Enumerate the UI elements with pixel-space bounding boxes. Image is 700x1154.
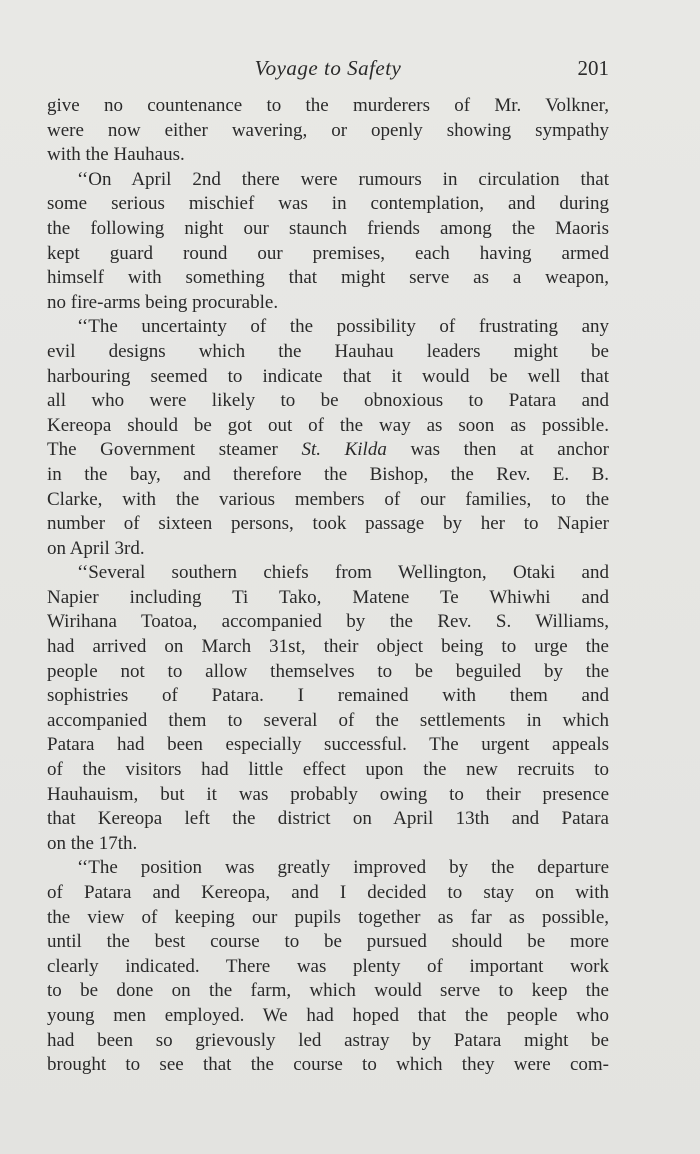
text-line: ‘‘On April 2nd there were rumours in circulation that bbox=[77, 168, 609, 190]
text-line: accompanied them to several of the settlements in which bbox=[47, 709, 609, 731]
text-line: Kereopa should be got out of the way as soon as possible. bbox=[47, 414, 609, 436]
text-line: had arrived on March 31st, their object being to urge the bbox=[47, 636, 609, 658]
text-line: on April 3rd. bbox=[47, 537, 145, 559]
text-line: were now either wavering, or openly showing sympathy bbox=[47, 119, 609, 141]
body-text bbox=[47, 94, 609, 1078]
text-line: ‘‘Several southern chiefs from Wellington, Otaki and bbox=[77, 562, 609, 584]
text-line: young men employed. We had hoped that the people who bbox=[47, 1004, 609, 1026]
text-line: that Kereopa left the district on April 13th and Patara bbox=[47, 808, 609, 830]
text-line: all who were likely to be obnoxious to Patara and bbox=[47, 390, 609, 412]
text-line: some serious mischief was in contemplation, and during bbox=[47, 193, 609, 215]
text-line: people not to allow themselves to be beguiled by the bbox=[47, 660, 609, 682]
text-line: had been so grievously led astray by Patara might be bbox=[47, 1029, 609, 1051]
text-line: the view of keeping our pupils together as far as possible, bbox=[47, 906, 609, 928]
page-header bbox=[47, 56, 609, 82]
text-line: Patara had been especially successful. The urgent appeals bbox=[47, 734, 609, 756]
page-number: 201 bbox=[577, 56, 609, 80]
text-line: until the best course to be pursued should be more bbox=[47, 931, 609, 953]
running-title: Voyage to Safety bbox=[254, 56, 402, 80]
text-line: with the Hauhaus. bbox=[47, 144, 185, 166]
text-line: the following night our staunch friends among the Maoris bbox=[47, 217, 609, 239]
text-line: of Patara and Kereopa, and I decided to stay on with bbox=[47, 882, 609, 903]
text-line: harbouring seemed to indicate that it would be well that bbox=[47, 365, 609, 387]
text-line: The Government steamer St. Kilda was then at anchor bbox=[47, 439, 609, 461]
text-line: to be done on the farm, which would serve to keep the bbox=[47, 980, 609, 1002]
text-line: Hauhauism, but it was probably owing to their presence bbox=[47, 783, 609, 805]
text-line: in the bay, and therefore the Bishop, the Rev. E. B. bbox=[47, 463, 609, 485]
text-line: no fire-arms being procurable. bbox=[47, 291, 279, 313]
text-line: Clarke, with the various members of our families, to the bbox=[47, 488, 609, 510]
text-line: evil designs which the Hauhau leaders might be bbox=[47, 340, 609, 362]
text-line: give no countenance to the murderers of Mr. Volkner, bbox=[47, 95, 609, 116]
ship-name: St. Kilda bbox=[301, 439, 387, 461]
text-line: Napier including Ti Tako, Matene Te Whiwhi and bbox=[47, 586, 609, 608]
text-line: Wirihana Toatoa, accompanied by the Rev. S. Williams, bbox=[47, 611, 609, 633]
text-line: sophistries of Patara. I remained with them and bbox=[47, 685, 609, 707]
text-line: ‘‘The position was greatly improved by the departure bbox=[77, 857, 609, 879]
text-line: of the visitors had little effect upon the new recruits to bbox=[47, 759, 609, 781]
text-line: himself with something that might serve as a weapon, bbox=[47, 267, 609, 289]
text-line: brought to see that the course to which they were com- bbox=[47, 1054, 609, 1076]
text-line: on the 17th. bbox=[47, 832, 138, 854]
text-line: kept guard round our premises, each having armed bbox=[47, 242, 609, 264]
text-line: clearly indicated. There was plenty of important work bbox=[47, 955, 609, 977]
text-line: number of sixteen persons, took passage by her to Napier bbox=[47, 513, 609, 535]
text-line: ‘‘The uncertainty of the possibility of frustrating any bbox=[77, 316, 609, 338]
